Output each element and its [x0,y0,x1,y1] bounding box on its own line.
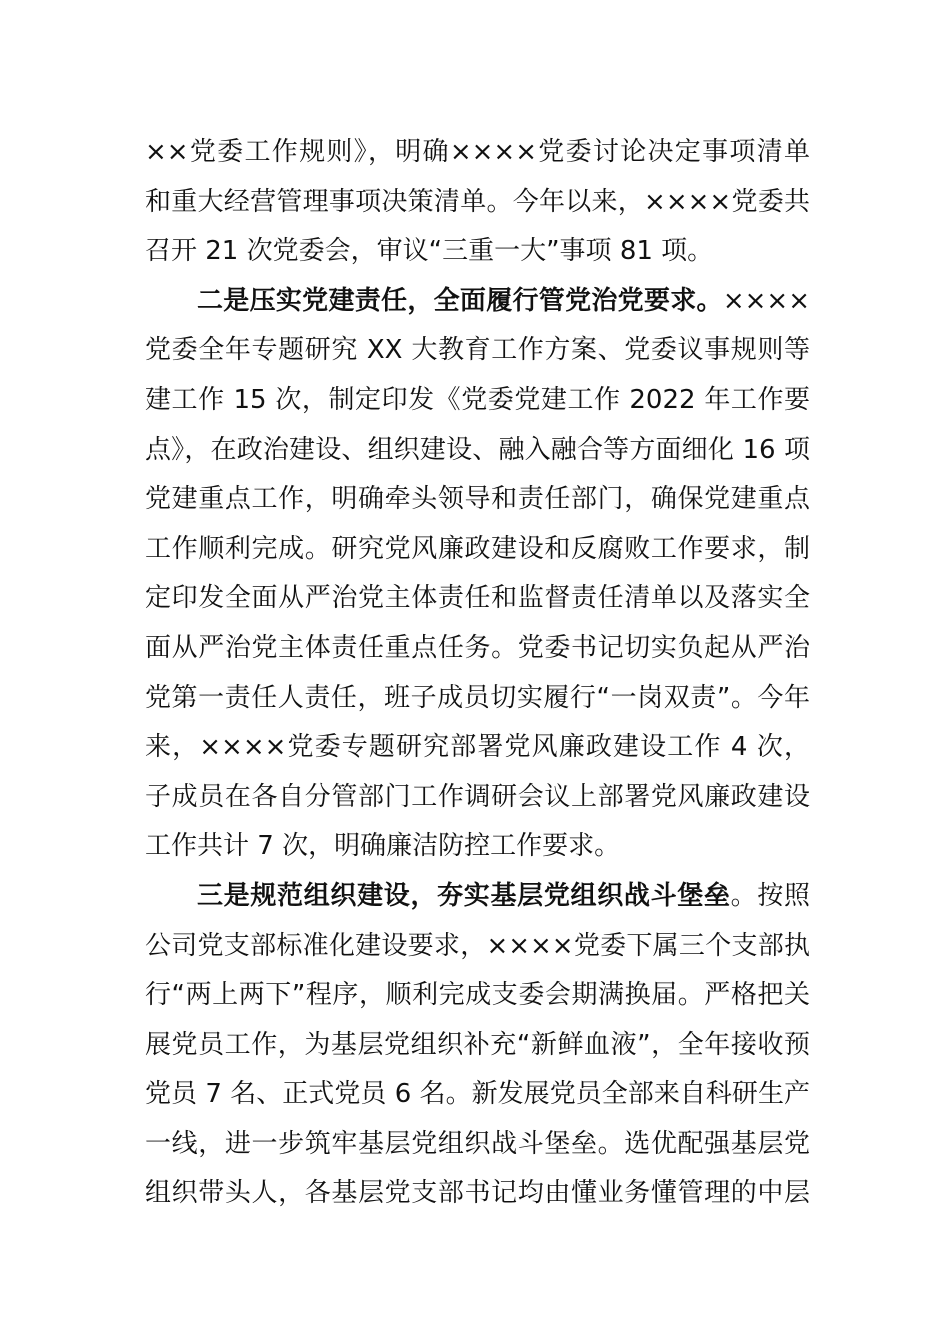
text-line: 组织带头人，各基层党支部书记均由懂业务懂管理的中层 [145,1178,810,1209]
text-line: 公司党支部标准化建设要求，××××党委下属三个支部执 [145,930,810,961]
text-line: 展党员工作，为基层党组织补充“新鲜血液”，全年接收预 [145,1029,810,1060]
text-line: 党员 7 名、正式党员 6 名。新发展党员全部来自科研生产 [145,1079,810,1110]
text-line: 召开 21 次党委会，审议“三重一大”事项 81 项。 [145,236,714,267]
text-span: ×××× [722,285,810,316]
text-span: 。按照 [730,880,810,911]
text-line: 和重大经营管理事项决策清单。今年以来，××××党委共 [145,186,810,217]
text-line: 定印发全面从严治党主体责任和监督责任清单以及落实全 [145,583,810,614]
text-line: 党第一责任人责任，班子成员切实履行“一岗双责”。今年 [145,682,810,713]
text-line: ××党委工作规则》，明确××××党委讨论决定事项清单 [145,137,810,167]
paragraph-1 [145,128,810,277]
text-line: 工作共计 7 次，明确廉洁防控工作要求。 [145,831,621,862]
paragraph-2 [145,277,810,872]
paragraph-heading: 三是规范组织建设，夯实基层党组织战斗堡垒 [197,880,731,911]
text-line [145,872,810,922]
text-line: 党委全年专题研究 XX 大教育工作方案、党委议事规则等 [145,335,810,366]
text-line: 行“两上两下”程序，顺利完成支委会期满换届。严格把关 [145,980,810,1011]
text-line: 来，××××党委专题研究部署党风廉政建设工作 4 次， [145,732,810,763]
text-line: 面从严治党主体责任重点任务。党委书记切实负起从严治 [145,632,810,663]
paragraph-3 [145,872,810,1219]
text-line: 工作顺利完成。研究党风廉政建设和反腐败工作要求，制 [145,533,810,564]
text-line: 子成员在各自分管部门工作调研会议上部署党风廉政建设 [145,781,810,812]
text-line [145,277,810,327]
text-line: 一线，进一步筑牢基层党组织战斗堡垒。选优配强基层党 [145,1128,810,1159]
text-line: 点》，在政治建设、组织建设、融入融合等方面细化 16 项 [145,434,810,465]
document-body [145,128,810,1219]
text-line: 建工作 15 次，制定印发《党委党建工作 2022 年工作要 [145,384,810,415]
paragraph-heading: 二是压实党建责任，全面履行管党治党要求。 [197,285,723,316]
text-line: 党建重点工作，明确牵头领导和责任部门，确保党建重点 [145,484,810,515]
